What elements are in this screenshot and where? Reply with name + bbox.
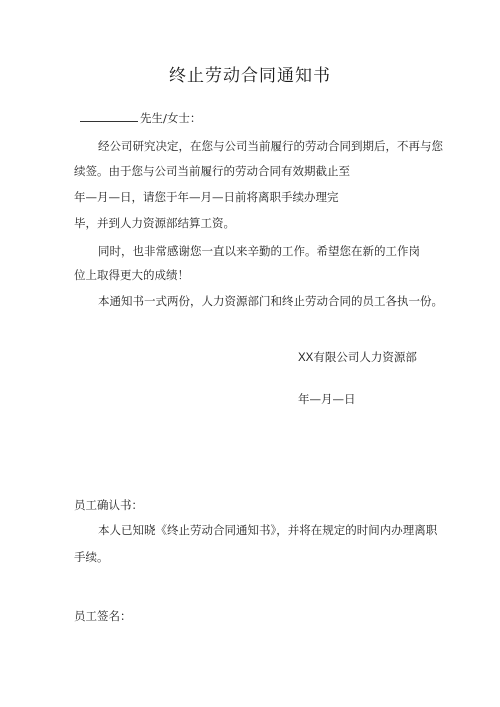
paragraph-line: 续签。由于您与公司当前履行的劳动合同有效期截止至 xyxy=(74,164,350,178)
paragraph-line: 毕，并到人力资源部结算工资。 xyxy=(74,216,235,230)
salutation-text: 先生/女士： xyxy=(140,111,202,125)
document-title: 终止劳动合同通知书 xyxy=(169,66,331,86)
paragraph-line: 年—月—日，请您于年—月—日前将离职手续办理完 xyxy=(74,190,339,204)
signature-label: 员工签名： xyxy=(74,609,132,623)
confirmation-heading: 员工确认书： xyxy=(74,498,143,512)
company-signoff: XX有限公司人力资源部 xyxy=(298,352,417,364)
salutation xyxy=(80,110,201,125)
paragraph-line: 经公司研究决定，在您与公司当前履行的劳动合同到期后，不再与您 xyxy=(98,139,443,153)
confirmation-line: 手续。 xyxy=(74,550,109,564)
paragraph-line: 位上取得更大的成绩！ xyxy=(74,268,189,282)
date-signoff: 年—月—日 xyxy=(298,392,356,406)
paragraph-line: 本通知书一式两份，人力资源部门和终止劳动合同的员工各执一份。 xyxy=(98,294,443,308)
name-blank-line xyxy=(80,110,138,122)
confirmation-line: 本人已知晓《终止劳动合同通知书》，并将在规定的时间内办理离职 xyxy=(98,523,438,537)
paragraph-line: 同时，也非常感谢您一直以来辛勤的工作。希望您在新的工作岗 xyxy=(98,244,420,258)
